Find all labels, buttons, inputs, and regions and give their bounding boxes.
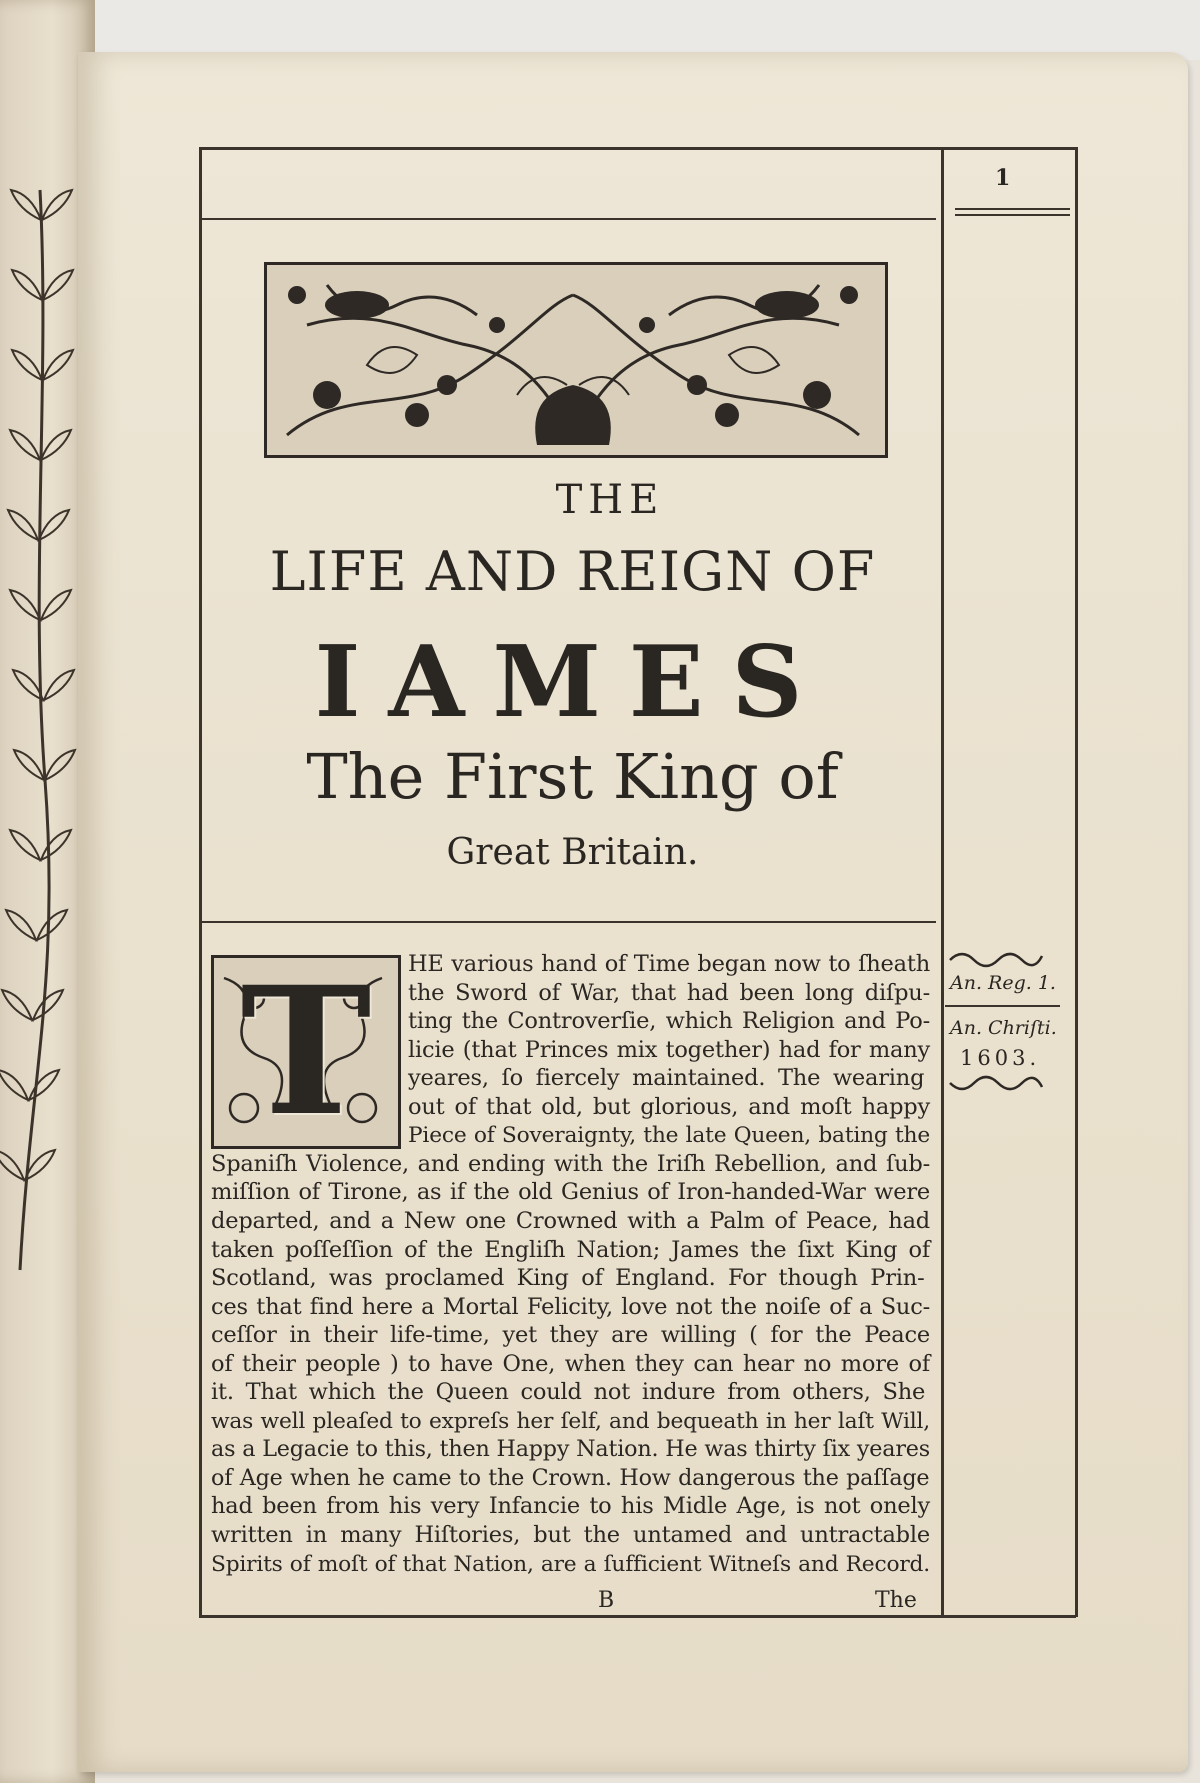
flourish-bottom-icon (945, 1075, 1045, 1095)
flourish-top-icon (945, 948, 1045, 968)
body-line: licie (that Princes mix together) had for many (408, 1036, 930, 1063)
headpiece-ornament (264, 262, 888, 458)
rule-header (199, 218, 936, 220)
body-line: Piece of Soveraignty, the late Queen, bating the (408, 1123, 930, 1149)
body-line: as a Legacie to this, then Happy Nation. He was thirty ſix yeares (211, 1436, 930, 1463)
margin-note-an-reg: An. Reg. 1. (950, 972, 1056, 994)
body-line: the Sword of War, that had been long diſpu- (408, 979, 930, 1006)
body-line: of their people ) to have One, when they can hear no more of (211, 1350, 930, 1377)
catchword: The (875, 1588, 917, 1613)
body-line: was well pleaſed to expreſs her ſelf, and bequeath in her laſt Will, (211, 1408, 930, 1434)
signature-mark: B (598, 1588, 615, 1613)
margin-note-an-christi: An. Chriſti. (950, 1017, 1057, 1039)
body-line: taken poſſeſſion of the Engliſh Nation; James the ſixt King of (211, 1236, 930, 1263)
body-line: ceſſor in their life-time, yet they are willing ( for the Peace (211, 1322, 930, 1349)
body-line: yeares, ſo fiercely maintained. The wearing (408, 1065, 925, 1092)
body-line: Spirits of moſt of that Nation, are a ſufficient Witneſs and Record. (211, 1551, 930, 1577)
body-line: HE various hand of Time began now to ſheath (408, 951, 930, 977)
rule-title-bottom (199, 921, 936, 923)
body-line: ting the Controverſie, which Religion and Po- (408, 1008, 930, 1035)
body-line: out of that old, but glorious, and moſt happy (408, 1093, 930, 1120)
rule-margin-note (945, 1005, 1060, 1007)
body-line: departed, and a New one Crowned with a Palm of Peace, had (211, 1207, 930, 1234)
rule-bottom (199, 1615, 1076, 1618)
title-the: THE (555, 477, 665, 523)
title-great-britain: Great Britain. (446, 832, 699, 873)
folio-number: 1 (995, 165, 1011, 191)
body-line: Scotland, was proclamed King of England. For though Prin- (211, 1265, 925, 1292)
body-line: it. That which the Queen could not indure from others, She (211, 1379, 926, 1406)
body-line: of Age when he came to the Crown. How dangerous the paſſage (211, 1464, 930, 1491)
title-life-and-reign: LIFE AND REIGN OF (269, 540, 876, 603)
rule-folio-1 (955, 208, 1070, 210)
vine-ornament (0, 180, 80, 1280)
title-first-king: The First King of (306, 740, 839, 813)
drop-cap-letter: T (240, 948, 372, 1155)
rule-folio-2 (955, 214, 1070, 216)
body-line: Spaniſh Violence, and ending with the Iriſh Rebellion, and ſub- (211, 1150, 930, 1177)
body-line: had been from his very Infancie to his Midle Age, is not onely (211, 1493, 930, 1520)
rule-right (1075, 147, 1078, 1617)
body-line: written in many Hiſtories, but the untamed and untractable (211, 1522, 930, 1548)
rule-top (199, 147, 1076, 150)
body-line: ces that find here a Mortal Felicity, love not the noiſe of a Suc- (211, 1293, 930, 1320)
rule-center (941, 147, 944, 1617)
title-iames: IAMES (314, 625, 831, 740)
background (0, 0, 1200, 60)
rule-left (199, 147, 202, 1617)
body-line: miſſion of Tirone, as if the old Genius of Iron-handed-War were (211, 1179, 930, 1206)
floral-vase-icon (267, 265, 879, 449)
margin-note-year: 1603. (960, 1046, 1041, 1070)
drop-cap-ornament (211, 948, 401, 1155)
